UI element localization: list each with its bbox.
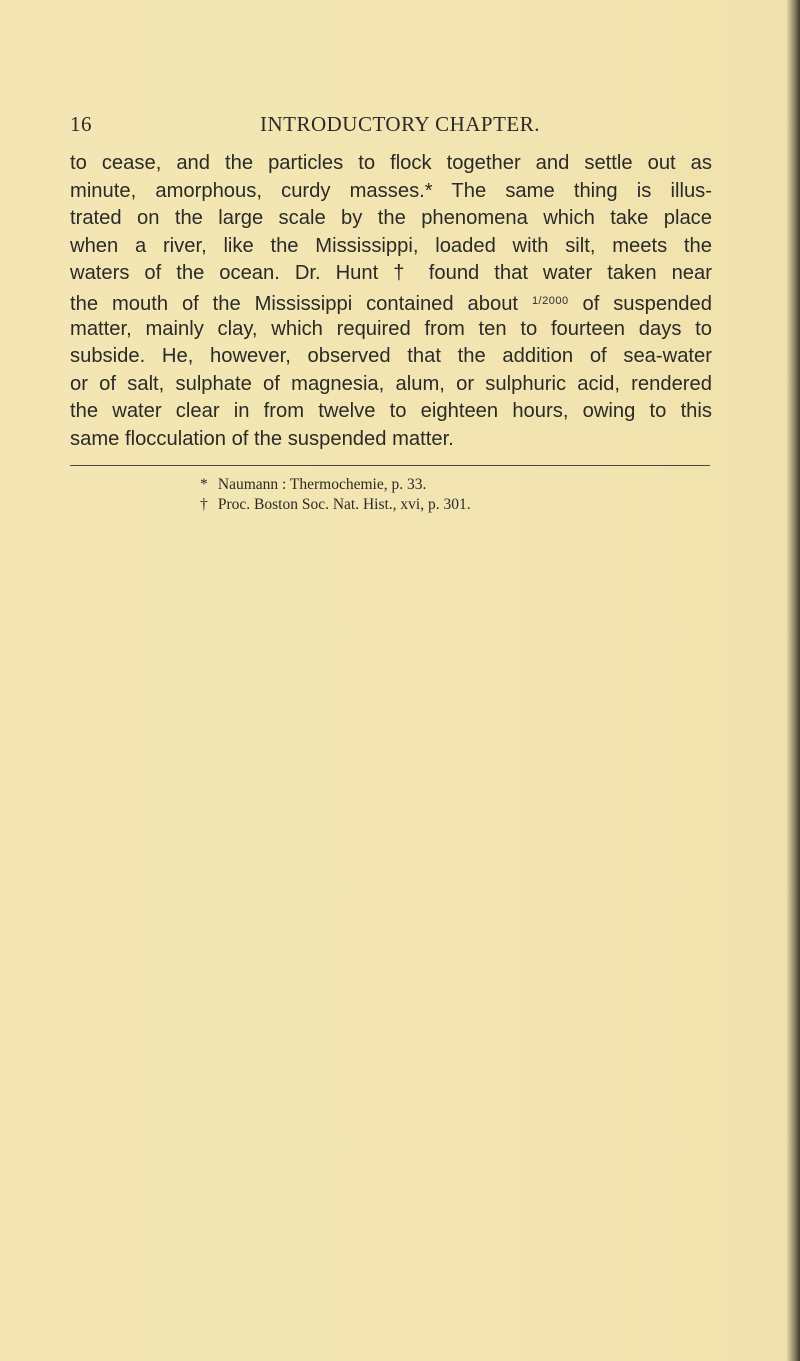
text-segment: of suspended xyxy=(582,292,712,315)
text-line: the water clear in from twelve to eighteen hours, owing to this xyxy=(70,400,712,423)
footnote-divider xyxy=(70,465,710,466)
text-line: trated on the large scale by the phenomena which take place xyxy=(70,207,712,230)
chapter-title: INTRODUCTORY CHAPTER. xyxy=(259,112,541,136)
text-line: same flocculation of the suspended matter. xyxy=(70,427,454,450)
running-head xyxy=(70,112,720,142)
text-line: minute, amorphous, curdy masses.* The same thing is illus- xyxy=(70,179,712,202)
footnote-mark: * xyxy=(200,476,208,493)
page-number: 16 xyxy=(70,112,92,136)
footnote-text: Proc. Boston Soc. Nat. Hist., xvi, p. 301. xyxy=(217,496,471,513)
text-line: when a river, like the Mississippi, loaded with silt, meets the xyxy=(70,234,712,257)
body-paragraph xyxy=(70,150,712,454)
text-line: waters of the ocean. Dr. Hunt † found that water taken near xyxy=(70,262,712,285)
text-line: matter, mainly clay, which required from ten to fourteen days to xyxy=(70,317,712,340)
footnote xyxy=(200,495,620,515)
text-line: to cease, and the particles to flock together and settle out as xyxy=(70,152,712,174)
page-edge-shadow xyxy=(786,0,800,1361)
footnote-text: Naumann : Thermochemie, p. 33. xyxy=(217,476,427,493)
footnote xyxy=(200,475,620,495)
text-line: subside. He, however, observed that the addition of sea-water xyxy=(70,345,712,368)
text-line: or of salt, sulphate of magnesia, alum, or sulphuric acid, rendered xyxy=(70,372,712,395)
footnote-mark: † xyxy=(200,496,208,513)
footnotes xyxy=(200,475,620,515)
text-segment: the mouth of the Mississippi contained about xyxy=(70,292,519,315)
text-line xyxy=(70,288,712,316)
fraction: 1/2000 xyxy=(531,294,569,307)
